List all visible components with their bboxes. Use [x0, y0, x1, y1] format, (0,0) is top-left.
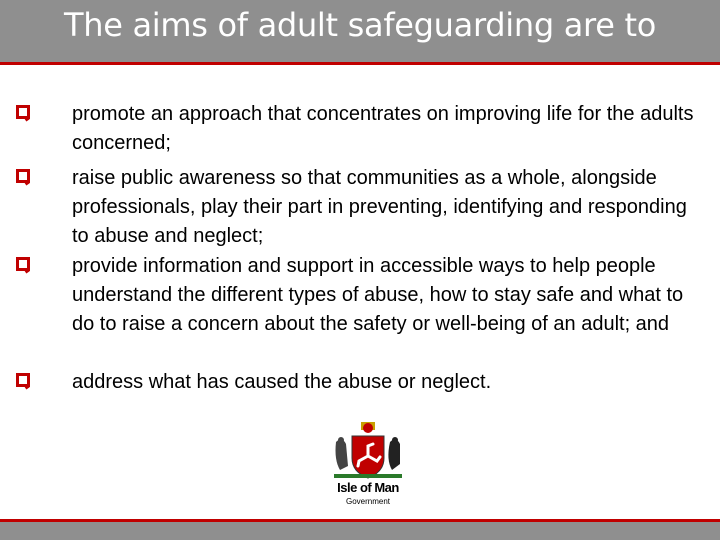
bullet-text: address what has caused the abuse or neglect. — [72, 371, 492, 393]
logo-subtitle: Government — [345, 497, 391, 506]
checkbox-bullet-icon — [16, 257, 30, 271]
bullet-item — [14, 368, 704, 398]
bullet-text: provide information and support in accessible ways to help people understand the different types of abuse, how to stay safe and what to do to raise a concern about the safety or well-being of an adult; and — [72, 255, 684, 335]
logo-name: Isle of Man — [337, 480, 399, 495]
title-divider — [0, 62, 720, 65]
checkbox-bullet-icon — [16, 169, 30, 183]
slide-title: The aims of adult safeguarding are to — [64, 6, 656, 44]
title-bar — [0, 0, 720, 62]
footer-bar — [0, 522, 720, 540]
bullet-text: raise public awareness so that communities as a whole, alongside professionals, play their part in preventing, identifying and responding to abuse and neglect; — [72, 167, 687, 247]
bullet-text: promote an approach that concentrates on improving life for the adults concerned; — [72, 103, 694, 154]
bullet-item — [14, 100, 704, 158]
bullet-item — [14, 252, 704, 368]
checkbox-bullet-icon — [16, 373, 30, 387]
checkbox-bullet-icon — [16, 105, 30, 119]
isle-of-man-logo — [328, 420, 408, 518]
bullet-list — [14, 100, 704, 398]
coat-of-arms-icon — [328, 420, 408, 482]
bullet-item — [14, 164, 704, 252]
